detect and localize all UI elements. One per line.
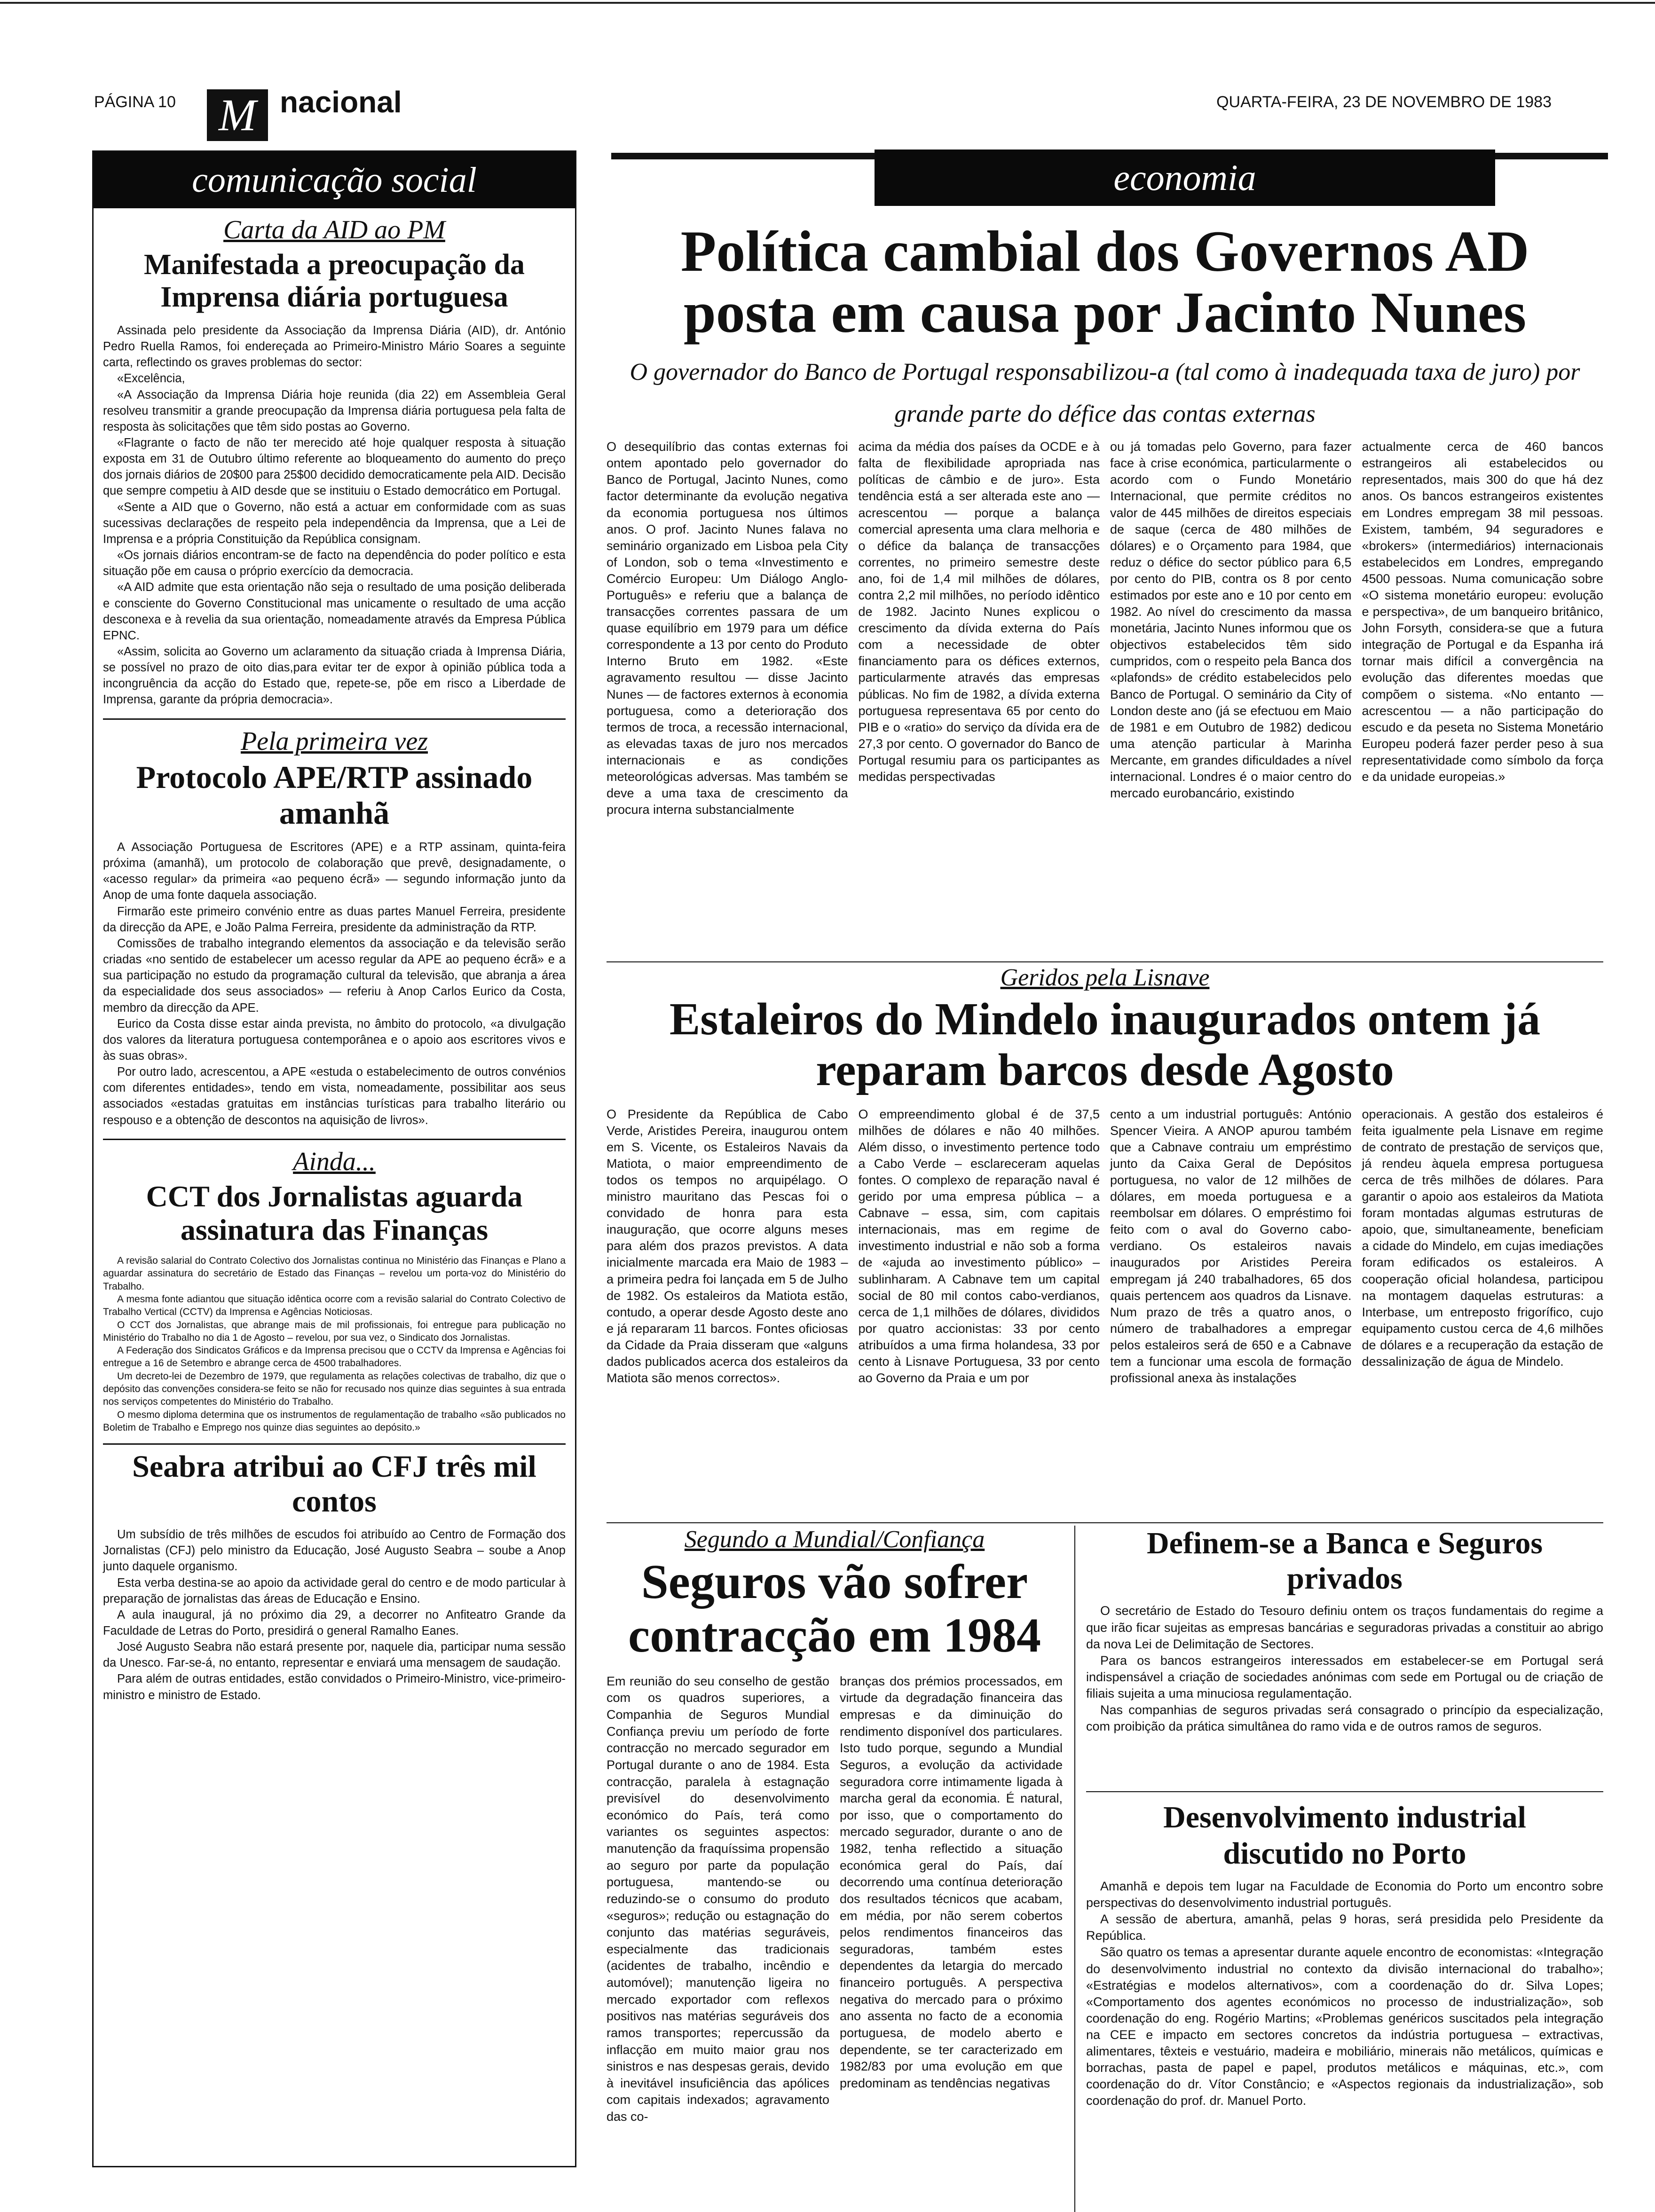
- top-rule: [0, 2, 1655, 4]
- divider: [607, 961, 1603, 962]
- paragraph: Amanhã e depois tem lugar na Faculdade de Economia do Porto um encontro sobre perspectivas do desenvolvimento industrial português.: [1086, 1879, 1603, 1910]
- article-carta-aid: [103, 215, 566, 708]
- newspaper-logo: M: [207, 89, 268, 141]
- paragraph: «Assim, solicita ao Governo um aclaramento da situação criada à Imprensa Diária, se possível no prazo de oito dias,para evitar ter de expor à opinião pública toda a incongruência da acção do Estado que, repete-se, põe em risco a Liberdade de Imprensa, garante da própria democracia».: [103, 645, 566, 707]
- paragraph: Firmarão este primeiro convénio entre as duas partes Manuel Ferreira, presidente da direcção da APE, e João Palma Ferreira, presidente da administração da RTP.: [103, 905, 566, 934]
- paragraph: Nas companhias de seguros privadas será consagrado o princípio da especialização, com proibição da prática simultânea do ramo vida e de outros ramos de seguros.: [1086, 1703, 1603, 1734]
- vertical-divider: [1074, 1526, 1075, 2212]
- article-columns: [607, 1673, 1063, 2125]
- article-body: [103, 1527, 566, 1703]
- paragraph: A Associação Portuguesa de Escritores (APE) e a RTP assinam, quinta-feira próxima (amanhã), um protocolo de colaboração que prevê, designadamente, o «acesso regular» da primeira «ao pequeno écrã» — segundo informação junto da Anop de uma fonte daquela associação.: [103, 840, 566, 902]
- article-body: [103, 839, 566, 1128]
- paragraph: Por outro lado, acrescentou, a APE «estuda o estabelecimento de outros convénios com diferentes entidades», tendo em vista, nomeadamente, possibilitar aos seus associados «estadas gratuitas em instâncias turísticas para trabalho literário ou respouso e a obtenção de descontos na aquisição de livros».: [103, 1065, 566, 1127]
- article-protocolo-ape-rtp: [103, 726, 566, 1128]
- article-headline: Protocolo APE/RTP assinado amanhã: [136, 759, 533, 831]
- page-number: PÁGINA 10: [94, 93, 176, 111]
- text-column: operacionais. A gestão dos estaleiros é feita igualmente pela Lisnave em regime de contrato de prestação de serviços que, já rendeu àquela empresa portuguesa cerca de três milhões de dólares. Para garantir o apoio aos estaleiros da Matiota foram montadas algumas estruturas de apoio, que, simultaneamente, beneficiam a cidade do Mindelo, em cujas imediações foram edificados os estaleiros. A cooperação oficial holandesa, participou na montagem daquelas estruturas: a Interbase, um entreposto frigorífico, cujo equipamento custou cerca de 4,6 milhões de dólares e a recuperação da estação de dessalinização de água de Mindelo.: [1362, 1107, 1603, 1369]
- paragraph: Para os bancos estrangeiros interessados em estabelecer-se em Portugal será indispensável a criação de sociedades anónimas com sede em Portugal ou de criação de filiais sujeita a uma minuciosa regulamentação.: [1086, 1653, 1603, 1700]
- article-seguros-contraccao: [607, 1526, 1063, 2125]
- paragraph: A revisão salarial do Contrato Colectivo dos Jornalistas continua no Ministério das Finanças e Plano a aguardar assinatura do secretário de Estado das Finanças – revelou um porta-voz do Ministério do Trabalho.: [103, 1255, 566, 1292]
- paragraph: José Augusto Seabra não estará presente por, naquele dia, participar numa sessão da Unesco. Far-se-á, no entanto, representar e enviará uma mensagem de saudação.: [103, 1640, 566, 1670]
- section-banner-comunicacao-social: comunicação social: [94, 152, 575, 208]
- article-headline: Seguros vão sofrer contracção em 1984: [628, 1555, 1041, 1663]
- left-column: [92, 150, 576, 2167]
- article-kicker: Ainda...: [293, 1147, 376, 1176]
- article-headline: Manifestada a preocupação da Imprensa diária portuguesa: [143, 249, 525, 314]
- article-headline: Desenvolvimento industrial discutido no Porto: [1163, 1800, 1526, 1871]
- divider: [103, 718, 566, 720]
- issue-date: QUARTA-FEIRA, 23 DE NOVEMBRO DE 1983: [1216, 93, 1552, 111]
- article-body: [103, 323, 566, 708]
- paragraph: Esta verba destina-se ao apoio da actividade geral do centro e de modo particular à preparação de jornalistas das áreas de Educação e Ensino.: [103, 1576, 566, 1606]
- paragraph: O CCT dos Jornalistas, que abrange mais de mil profissionais, foi entregue para publicação no Ministério do Trabalho no dia 1 de Agosto – revelou, por sua vez, o Sindicato dos Jornalistas.: [103, 1319, 566, 1343]
- paragraph: «A Associação da Imprensa Diária hoje reunida (dia 22) em Assembleia Geral resolveu transmitir a grande preocupação da Imprensa diária portuguesa pela falta de resposta às solicitações que têm sido postas ao Governo.: [103, 388, 566, 433]
- text-column: Em reunião do seu conselho de gestão com os quadros superiores, a Companhia de Seguros Mundial Confiança previu um período de forte contracção no mercado segurador em Portugal durante o ano de 1984. Esta contracção, paralela à estagnação previsível do desenvolvimento económico do País, terá como variantes os seguintes aspectos: manutenção da fraquíssima propensão ao seguro por parte da população portuguesa, mantendo-se ou reduzindo-se o consumo do produto «seguros»; redução ou estagnação do conjunto das matérias seguráveis, especialmente das tradicionais (acidentes de trabalho, incêndio e automóvel); manutenção ligeira no mercado exportador com reflexos positivos nas matérias seguráveis dos ramos transportes; repercussão da inflacção em muito maior grau nos sinistros e nas despesas gerais, devido à inevitável insuficiência das apólices com capitais indexados; agravamento das co-: [607, 1674, 829, 2124]
- masthead: [94, 56, 1552, 140]
- paragraph: A aula inaugural, já no próximo dia 29, a decorrer no Anfiteatro Grande da Faculdade de Letras do Porto, presidirá o general Ramalho Eanes.: [103, 1608, 566, 1637]
- article-seabra-cfj: [103, 1449, 566, 1703]
- paragraph: Um subsídio de três milhões de escudos foi atribuído ao Centro de Formação dos Jornalistas (CFJ) pelo ministro da Educação, José Augusto Seabra – soube a Anop junto daquele organismo.: [103, 1528, 566, 1574]
- paragraph: «Os jornais diários encontram-se de facto na dependência do poder político e esta situação põe em causa o próprio exercício da democracia.: [103, 549, 566, 578]
- article-body: [103, 1254, 566, 1434]
- paragraph: O secretário de Estado do Tesouro definiu ontem os traços fundamentais do regime a que irão ficar sujeitas as empresas bancárias e seguradoras privadas a constituir ao abrigo da nova Lei de Delimitação de Sectores.: [1086, 1604, 1603, 1651]
- article-headline: Estaleiros do Mindelo inaugurados ontem já reparam barcos desde Agosto: [669, 994, 1541, 1095]
- section-banner-economia: economia: [875, 150, 1495, 206]
- article-headline: CCT dos Jornalistas aguarda assinatura das Finanças: [146, 1179, 523, 1247]
- paragraph: Eurico da Costa disse estar ainda prevista, no âmbito do protocolo, «a divulgação dos valores da literatura portuguesa contemporânea e o apoio aos escritores vivos e às suas obras».: [103, 1017, 566, 1063]
- paragraph: Um decreto-lei de Dezembro de 1979, que regulamenta as relações colectivas de trabalho, diz que o depósito das convenções considera-se feito se não for recusado nos quinze dias seguintes à sua entrada nos serviços competentes do Ministério do Trabalho.: [103, 1370, 566, 1408]
- article-columns: [607, 1106, 1603, 1387]
- paragraph: O mesmo diploma determina que os instrumentos de regulamentação de trabalho «são publicados no Boletim de Trabalho e Emprego nos quinze dias seguintes ao depósito.»: [103, 1409, 566, 1433]
- divider: [103, 1443, 566, 1445]
- text-column: acima da média dos países da OCDE e à falta de flexibilidade apropriada nas políticas de câmbio e de juro». Esta tendência está a ser alterada este ano — acrescentou — porque a balança comercial apresenta uma clara melhoria e o défice da balança de transacções correntes, no primeiro semestre deste ano, foi de 1,4 mil milhões de dólares, contra 2,2 mil milhões, no período idêntico de 1982. Jacinto Nunes explicou o crescimento da dívida externa do País com a necessidade de obter financiamento para os défices externos, particularmente através das empresas públicas. No fim de 1982, a dívida externa portuguesa representava 65 por cento do PIB e o «ratio» do serviço da dívida era de 27,3 por cento. O governador do Banco de Portugal resumiu para os participantes as medidas perspectivadas: [858, 440, 1100, 784]
- article-kicker: Pela primeira vez: [240, 726, 428, 756]
- article-body: [1086, 1878, 1603, 2109]
- paragraph: Para além de outras entidades, estão convidados o Primeiro-Ministro, vice-primeiro-ministro e ministro de Estado.: [103, 1672, 566, 1702]
- article-headline: Política cambial dos Governos AD posta em causa por Jacinto Nunes: [680, 219, 1529, 345]
- article-cct-jornalistas: [103, 1147, 566, 1434]
- paragraph: «A AID admite que esta orientação não seja o resultado de uma posição deliberada e consciente do Governo Constitucional mas unicamente o resultado de uma acção desconexa e à revelia da sua orientação, nomeadamente através da Empresa Pública EPNC.: [103, 581, 566, 642]
- paragraph: Comissões de trabalho integrando elementos da associação e da televisão serão criadas «no sentido de estabelecer um acesso regular da APE ao pequeno écrã» e a sua participação no estudo da programação cultural da televisão, que abranja a área da especialidade dos seus associados» — referiu à Anop Carlos Eurico da Costa, membro da direcção da APE.: [103, 937, 566, 1015]
- paragraph: A Federação dos Sindicatos Gráficos e da Imprensa precisou que o CCTV da Imprensa e Agências foi entregue a 16 de Setembro e abrange cerca de 4500 trabalhadores.: [103, 1345, 566, 1369]
- article-kicker: Carta da AID ao PM: [223, 215, 445, 244]
- paragraph: Assinada pelo presidente da Associação da Imprensa Diária (AID), dr. António Pedro Ruella Ramos, foi endereçada ao Primeiro-Ministro Mário Soares a seguinte carta, reflectindo os graves problemas do sector:: [103, 323, 566, 370]
- divider: [1086, 1791, 1603, 1792]
- paragraph: «Flagrante o facto de não ter merecido até hoje qualquer resposta à situação exposta em 31 de Outubro último referente ao bloqueamento do aumento do preço dos jornais diários de 20$00 para 25$00 decidido democraticamente pela AID. Decisão que sempre competiu à AID desde que se instituiu o Estado democrático em Portugal.: [103, 436, 566, 498]
- article-estaleiros-mindelo: [607, 964, 1603, 1386]
- paragraph: A sessão de abertura, amanhã, pelas 9 horas, será presidida pelo Presidente da República.: [1086, 1912, 1603, 1943]
- text-column: O empreendimento global é de 37,5 milhões de dólares e não 40 milhões. Além disso, o investimento pertence todo a Cabo Verde – esclareceram aquelas fontes. O complexo de reparação naval é gerido por uma empresa pública – a Cabnave – essa, sim, com capitais internacionais, mas em regime de investimento industrial e não sob a forma de «ajuda ao investimento público» – sublinharam. A Cabnave tem um capital social de 80 mil contos cabo-verdianos, cerca de 1,1 milhões de dólares, divididos por quatro accionistas: 33 por cento atribuídos a uma firma holandesa, 33 por cento à Lisnave Portuguesa, 33 por cento ao Governo da Praia e um por: [858, 1107, 1100, 1385]
- text-column: ou já tomadas pelo Governo, para fazer face à crise económica, particularmente o acordo com o Fundo Monetário Internacional, que permite créditos no valor de 445 milhões de direitos especiais de saque (cerca de 480 milhões de dólares) e o Orçamento para 1984, que reduz o défice do sector público para 6,5 por cento do PIB, contra os 8 por cento estimados por este ano e 10 por cento em 1982. Ao nível do crescimento da massa monetária, Jacinto Nunes informou que os objectivos estabelecidos têm sido cumpridos, com o respeito pela Banca dos «plafonds» de crédito estabelecidos pelo Banco de Portugal. O seminário da City of London deste ano (já se efectuou em Maio de 1981 e em Outubro de 1982) dedicou uma atenção particular à Marinha Mercante, em grandes dificuldades a nível internacional. Londres é o maior centro do mercado eurobancário, existindo: [1110, 440, 1352, 801]
- paragraph: «Sente a AID que o Governo, não está a actuar em conformidade com as suas sucessivas declarações de respeito pela independência da Imprensa, que a Lei de Imprensa e a própria Constituição da República consignam.: [103, 500, 566, 546]
- article-politica-cambial: [607, 221, 1603, 818]
- paragraph: São quatro os temas a apresentar durante aquele encontro de economistas: «Integração do desenvolvimento industrial no contexto da divisão internacional do trabalho»; «Estratégias e modelos alternativos», com a coordenação do dr. Silva Lopes; «Comportamento dos agentes económicos no processo de industrialização», sob coordenação do eng. Rogério Martins; «Problemas genéricos suscitados pela integração na CEE e impacto em sectores concretos da indústria portuguesa – extractivas, alimentares, têxteis e vestuário, madeira e mobiliário, minerais não metálicos, químicas e borrachas, pasta de papel e papel, produtos metálicos e máquinas, etc.», com coordenação do dr. Vítor Constâncio; e «Aspectos regionais da industrialização», sob coordenação do prof. dr. Manuel Porto.: [1086, 1945, 1603, 2108]
- article-desenvolvimento-porto: [1086, 1800, 1603, 2109]
- section-name: nacional: [280, 85, 402, 119]
- article-subhead: O governador do Banco de Portugal responsabilizou-a (tal como à inadequada taxa de juro) por grande parte do défice das contas externas: [630, 359, 1580, 427]
- paragraph: A mesma fonte adiantou que situação idêntica ocorre com a revisão salarial do Contrato Colectivo de Trabalho Vertical (CCTV) da Imprensa e Agências Noticiosas.: [103, 1293, 566, 1318]
- text-column: actualmente cerca de 460 bancos estrangeiros ali estabelecidos ou representados, mais 300 do que há dez anos. Os bancos estrangeiros existentes em Londres empregam 38 mil pessoas. Existem, também, 94 seguradores e «brokers» (intermediários) internacionais estabelecidos em Londres, empregando 4500 pessoas. Numa comunicação sobre «O sistema monetário europeu: evolução e perspectiva», de um banqueiro britânico, John Forsyth, considera-se que a futura integração de Portugal e da Espanha irá tornar mais difícil a convergência na evolução das diferentes moedas que compõem o sistema. «No entanto — acrescentou — a não participação do escudo e da peseta no Sistema Monetário Europeu poderá fazer perder peso à sua representatividade como símbolo da força e da unidade europeias.»: [1362, 440, 1603, 784]
- article-kicker: Geridos pela Lisnave: [1000, 964, 1210, 991]
- article-headline: Seabra atribui ao CFJ três mil contos: [132, 1449, 536, 1519]
- article-banca-seguros: [1086, 1526, 1603, 1735]
- text-column: O Presidente da República de Cabo Verde, Aristides Pereira, inaugurou ontem em S. Vicente, os Estaleiros Navais da Matiota, o maior empreendimento de todos os tempos no arquipélago. O ministro mauritano das Pescas foi o convidado de honra para esta inauguração, que ocorre alguns meses para além dos prazos previstos. A data inicialmente marcada era Maio de 1983 – a primeira pedra foi lançada em 5 de Julho de 1982. Os estaleiros da Matiota estão, contudo, a operar desde Agosto deste ano e já repararam 11 barcos. Fontes oficiosas da Cidade da Praia disseram que «alguns dados publicados acerca dos estaleiros da Matiota são menos correctos».: [607, 1107, 848, 1385]
- text-column: O desequilíbrio das contas externas foi ontem apontado pelo governador do Banco de Portugal, Jacinto Nunes, como factor determinante da evolução negativa da economia portuguesa nos últimos anos. O prof. Jacinto Nunes falava no seminário organizado em Lisboa pela City of London, sob o tema «Investimento e Comércio Europeu: Um Diálogo Anglo-Português» e referiu que a balança de transacções correntes passara de um quase equilíbrio em 1979 para um défice correspondente a 13 por cento do Produto Interno Bruto em 1982. «Este agravamento resultou — disse Jacinto Nunes — de factores externos à economia portuguesa, como a deterioração dos termos de troca, a recessão internacional, as elevadas taxas de juro nos mercados internacionais e as condições meteorológicas adversas. Mas também se deve a uma taxa de crescimento da procura interna substancialmente: [607, 440, 848, 817]
- article-columns: [607, 439, 1603, 818]
- divider: [607, 1522, 1603, 1523]
- paragraph: «Excelência,: [117, 372, 185, 386]
- divider: [103, 1139, 566, 1140]
- article-body: [1086, 1603, 1603, 1735]
- text-column: branças dos prémios processados, em virtude da degradação financeira das empresas e da diminuição do rendimento disponível dos particulares. Isto tudo porque, segundo a Mundial Seguros, a evolução da actividade seguradora corre intimamente ligada à marcha geral da economia. É natural, por isso, que o comportamento do mercado segurador, durante o ano de 1982, tenha reflectido a situação económica geral do País, daí decorrendo uma contínua deterioração dos resultados técnicos que acabam, em média, por não serem cobertos pelos rendimentos financeiros das seguradoras, também estes dependentes da letargia do mercado financeiro português. A perspectiva negativa do mercado para o próximo ano assenta no facto de a economia portuguesa, de modelo aberto e dependente, se ter caracterizado em 1982/83 por uma evolução em que predominam as tendências negativas: [840, 1674, 1063, 2090]
- article-kicker: Segundo a Mundial/Confiança: [684, 1526, 985, 1553]
- article-headline: Definem-se a Banca e Seguros privados: [1146, 1526, 1543, 1596]
- text-column: cento a um industrial português: António Spencer Vieira. A ANOP apurou também que a Cabnave contraiu um empréstimo junto da Caixa Geral de Depósitos portuguesa, no valor de 12 milhões de dólares, em moeda portuguesa e a reembolsar em dólares. O empréstimo foi feito com o aval do Governo cabo-verdiano. Os estaleiros navais inaugurados por Aristides Pereira empregam já 240 trabalhadores, 65 dos quais pertencem aos quadros da Lisnave. Num prazo de três a quatro anos, o número de trabalhadores a empregar pelos estaleiros será de 650 e a Cabnave tem a funcionar uma escola de formação profissional anexa às instalações: [1110, 1107, 1352, 1385]
